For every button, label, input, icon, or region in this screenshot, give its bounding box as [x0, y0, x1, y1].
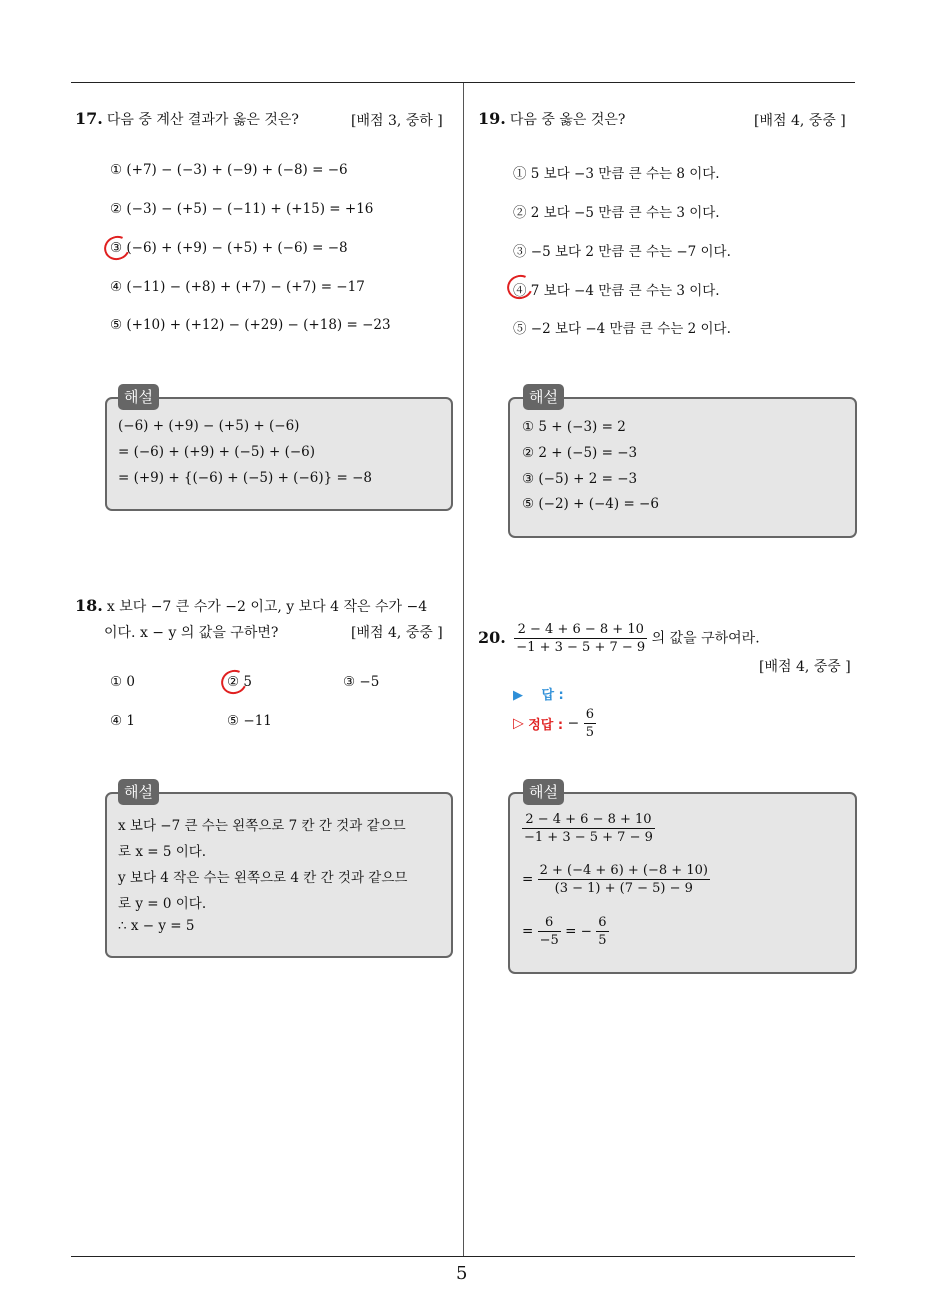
- q19-option-4[interactable]: ④ 7 보다 −4 만큼 큰 수는 3 이다.: [513, 283, 720, 299]
- q20-exp-mid: = −: [565, 923, 592, 940]
- q18-explanation-tag: 해설: [118, 779, 159, 805]
- q19-explanation-line: ③ (−5) + 2 = −3: [522, 471, 638, 487]
- q19-option-3[interactable]: ③ −5 보다 2 만큼 큰 수는 −7 이다.: [513, 244, 731, 260]
- q18-explanation-line: 로 x = 5 이다.: [118, 844, 207, 860]
- q19-score: [배점 4, 중중 ]: [754, 113, 846, 129]
- q17-score: [배점 3, 중하 ]: [351, 113, 443, 129]
- q17-option-2[interactable]: ② (−3) − (+5) − (−11) + (+15) = +16: [110, 201, 374, 217]
- q20-exp-fraction-2: [538, 862, 710, 897]
- q20-exp-fraction-1: [522, 811, 655, 846]
- q20-exp-fraction-4: [596, 914, 608, 949]
- q20-exp-f4-num: 6: [598, 915, 607, 930]
- q18-score: [배점 4, 중중 ]: [351, 625, 443, 641]
- q17-heading: [75, 109, 299, 129]
- q20-number: 20.: [478, 627, 506, 647]
- q17-question: 다음 중 계산 결과가 옳은 것은?: [106, 112, 299, 128]
- q19-explanation-line: ② 2 + (−5) = −3: [522, 445, 638, 461]
- q20-exp-f2-num: 2 + (−4 + 6) + (−8 + 10): [539, 863, 708, 878]
- q17-explanation-line: (−6) + (+9) − (+5) + (−6): [118, 418, 300, 434]
- q20-exp-equals: =: [522, 923, 534, 940]
- q18-explanation-line: y 보다 4 작은 수는 왼쪽으로 4 칸 간 것과 같으므: [118, 870, 408, 886]
- q19-option-2[interactable]: ② 2 보다 −5 만큼 큰 수는 3 이다.: [513, 205, 720, 221]
- q18-number: 18.: [75, 596, 103, 615]
- q20-correct-label: 정답 :: [528, 718, 564, 733]
- q20-exp-fraction-3: [538, 914, 561, 949]
- q19-option-1[interactable]: ① 5 보다 −3 만큼 큰 수는 8 이다.: [513, 166, 720, 182]
- play-triangle-icon: ▶: [513, 688, 523, 703]
- q19-question: 다음 중 옳은 것은?: [509, 112, 626, 128]
- q17-option-3[interactable]: ③ (−6) + (+9) − (+5) + (−6) = −8: [110, 240, 348, 256]
- q19-number: 19.: [478, 109, 506, 128]
- q18-option-4[interactable]: ④ 1: [110, 713, 135, 729]
- q19-heading: [478, 109, 625, 129]
- q20-exp-f1-den: −1 + 3 − 5 + 7 − 9: [524, 830, 653, 845]
- q20-explanation-tag: 해설: [523, 779, 564, 805]
- q17-number: 17.: [75, 109, 103, 128]
- q19-explanation-tag: 해설: [523, 384, 564, 410]
- q20-correct-sign: −: [567, 715, 580, 732]
- page-number: 5: [456, 1263, 468, 1284]
- q20-score: [배점 4, 중중 ]: [759, 659, 851, 675]
- q18-explanation-line: ∴ x − y = 5: [118, 918, 195, 934]
- q20-fraction-numerator: 2 − 4 + 6 − 8 + 10: [514, 621, 647, 639]
- q20-exp-f4-den: 5: [598, 933, 607, 948]
- q19-explanation-line: ① 5 + (−3) = 2: [522, 419, 626, 435]
- q20-explanation-step-1: [522, 811, 655, 846]
- q20-fraction: [514, 621, 647, 656]
- column-divider: [463, 83, 464, 1256]
- q17-explanation-tag: 해설: [118, 384, 159, 410]
- q17-explanation-line: = (+9) + {(−6) + (−5) + (−6)} = −8: [118, 470, 372, 486]
- q20-correct-numerator: 6: [585, 707, 594, 722]
- q17-explanation-line: = (−6) + (+9) + (−5) + (−6): [118, 444, 316, 460]
- q20-heading: [478, 621, 760, 656]
- q18-question-line1: x 보다 −7 큰 수가 −2 이고, y 보다 4 작은 수가 −4: [106, 599, 428, 615]
- q20-exp-f3-den: −5: [539, 933, 559, 948]
- q20-correct-row: [513, 706, 596, 741]
- q17-option-5[interactable]: ⑤ (+10) + (+12) − (+29) − (+18) = −23: [110, 317, 391, 333]
- q20-fraction-denominator: −1 + 3 − 5 + 7 − 9: [516, 640, 646, 655]
- q20-exp-equals: =: [522, 871, 534, 888]
- outline-triangle-icon: ▷: [513, 715, 524, 732]
- q18-question-line2: 이다. x − y 의 값을 구하면?: [104, 625, 279, 641]
- q18-option-1[interactable]: ① 0: [110, 674, 135, 690]
- q20-exp-f3-num: 6: [538, 914, 561, 932]
- q20-explanation-step-2: [522, 862, 710, 897]
- q20-exp-f2-den: (3 − 1) + (7 − 5) − 9: [554, 881, 693, 896]
- q20-question: 의 값을 구하여라.: [651, 630, 760, 647]
- q19-explanation-line: ⑤ (−2) + (−4) = −6: [522, 496, 659, 512]
- q18-option-3[interactable]: ③ −5: [343, 674, 380, 690]
- q20-explanation-step-3: [522, 914, 609, 949]
- q17-option-4[interactable]: ④ (−11) − (+8) + (+7) − (+7) = −17: [110, 279, 365, 295]
- q17-option-1[interactable]: ① (+7) − (−3) + (−9) + (−8) = −6: [110, 162, 348, 178]
- q18-heading: [75, 596, 427, 616]
- q20-answer-label: 답 :: [541, 688, 564, 703]
- q18-option-2[interactable]: ② 5: [227, 674, 252, 690]
- q18-explanation-line: x 보다 −7 큰 수는 왼쪽으로 7 칸 간 것과 같으므: [118, 818, 406, 834]
- bottom-rule: [71, 1256, 855, 1257]
- q18-explanation-line: 로 y = 0 이다.: [118, 896, 207, 912]
- q20-answer-row: [513, 684, 564, 703]
- q20-exp-f1-num: 2 − 4 + 6 − 8 + 10: [522, 811, 655, 829]
- q20-correct-denominator: 5: [585, 725, 594, 740]
- q20-correct-fraction: [584, 706, 596, 741]
- q18-option-5[interactable]: ⑤ −11: [227, 713, 272, 729]
- q19-option-5[interactable]: ⑤ −2 보다 −4 만큼 큰 수는 2 이다.: [513, 321, 731, 337]
